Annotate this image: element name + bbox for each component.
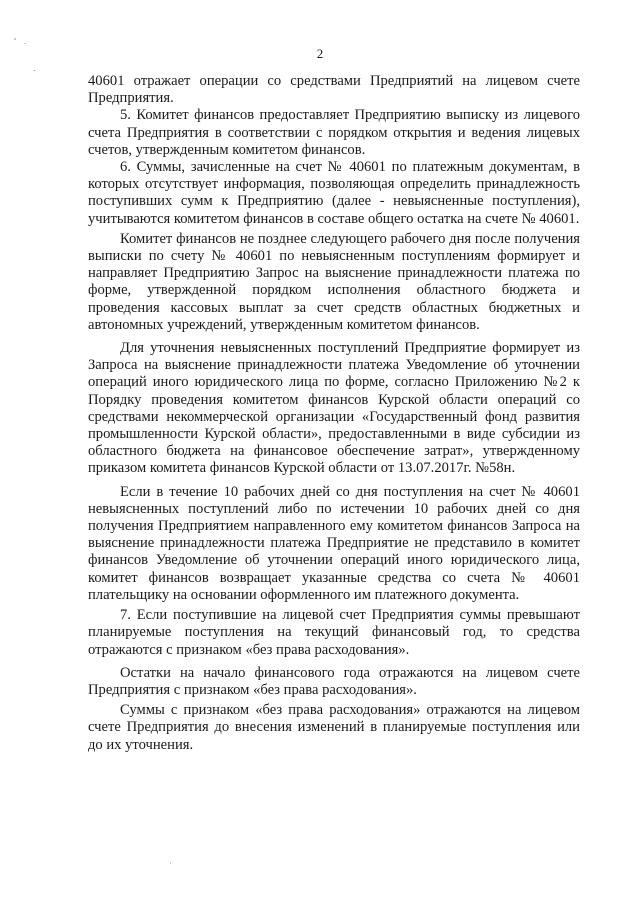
- paragraph-item-6: 6. Суммы, зачисленные на счет № 40601 по платежным документам, в которых отсутствует информация, позволяющая определить принадлежность поступивших сумм к Предприятию (далее - невыясненные поступления), учитываются комитетом финансов в составе общего остатка на счете № 40601.: [88, 159, 580, 227]
- scan-speck: [24, 43, 26, 44]
- document-body: [88, 73, 580, 754]
- paragraph-no-spending: Суммы с признаком «без права расходования» отражаются на лицевом счете Предприятия до внесения изменений в планируемые поступления или до их уточнения.: [88, 702, 580, 753]
- scan-speck: [33, 70, 36, 71]
- paragraph-refund: Если в течение 10 рабочих дней со дня поступления на счет № 40601 невыясненных поступлений либо по истечении 10 рабочих дней со дня получения Предприятием направленного ему комитетом финансов Запроса на выяснение принадлежности платежа Предприятие не представило в комитет финансов Уведомление об уточнении операций иного юридического лица, комитет финансов возвращает указанные средства со счета № 40601 плательщику на основании оформленного им платежного документа.: [88, 483, 580, 603]
- paragraph-item-5: 5. Комитет финансов предоставляет Предприятию выписку из лицевого счета Предприятия в соответствии с порядком открытия и ведения лицевых счетов, утвержденным комитетом финансов.: [88, 107, 580, 158]
- paragraph-item-7: 7. Если поступившие на лицевой счет Предприятия суммы превышают планируемые поступления на текущий финансовый год, то средства отражаются с признаком «без права расходования».: [88, 607, 580, 658]
- scan-speck: [14, 38, 16, 40]
- page-number: 2: [316, 46, 324, 61]
- paragraph-request: Комитет финансов не позднее следующего рабочего дня после получения выписки по счету № 40601 по невыясненным поступлениям формирует и направляет Предприятию Запрос на выяснение принадлежности платежа по форме, утвержденной порядком исполнения областного бюджета и проведения кассовых выплат за счет средств областных бюджетных и автономных учреждений, утвержденным комитетом финансов.: [88, 230, 580, 333]
- scan-speck: [170, 862, 171, 864]
- paragraph-balances: Остатки на начало финансового года отражаются на лицевом счете Предприятия с признаком «без права расходования».: [88, 664, 580, 698]
- paragraph-clarification: Для уточнения невыясненных поступлений Предприятие формирует из Запроса на выяснение принадлежности платежа Уведомление об уточнении операций иного юридического лица по форме, согласно Приложению №2 к Порядку проведения комитетом финансов Курской области операций со средствами некоммерческой организации «Государственный фонд развития промышленности Курской области», предоставленными в виде субсидии из областного бюджета на финансовое обеспечение затрат», утвержденному приказом комитета финансов Курской области от 13.07.2017г. №58н.: [88, 340, 580, 477]
- paragraph-account-40601: 40601 отражает операции со средствами Предприятий на лицевом счете Предприятия.: [88, 73, 580, 107]
